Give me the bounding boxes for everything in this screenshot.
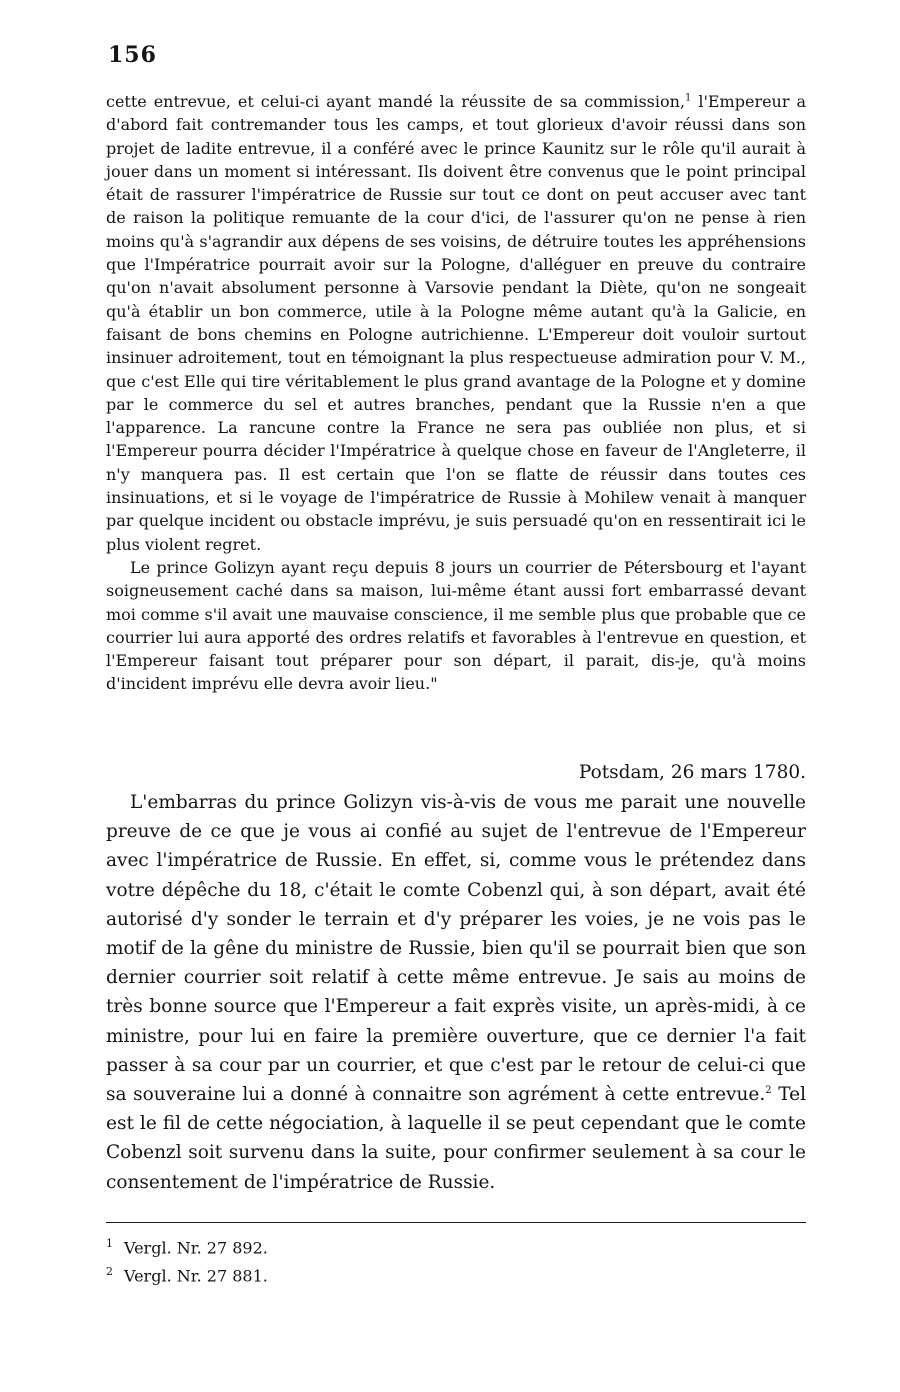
- letter-text: L'embarras du prince Golizyn vis-à-vis de vous me parait une nouvelle preuve de ce que je vous ai confié au sujet de l'entrevue de l'Empereur avec l'impératrice de Russie. En effet, si, comme vous le prétendez dans votre dépêche du 18, c'était le comte Cobenzl qui, à son départ, avait été autorisé d'y sonder le terrain et d'y préparer les voies, je ne vois pas le motif de la gêne du ministre de Russie, bien qu'il se pourrait bien que son dernier courrier soit relatif à cette même entrevue. Je sais au moins de très bonne source que l'Empereur a fait exprès visite, un après-midi, à ce ministre, pour lui en faire la première ouverture, que ce dernier l'a fait passer à sa cour par un courrier, et que c'est par le retour de celui-ci que sa souveraine lui a donné à connaitre son agrément à cette entrevue.: [106, 792, 806, 1106]
- footnote-reference[interactable]: 1: [685, 92, 692, 104]
- quoted-report: [106, 90, 806, 696]
- footnotes: [106, 1232, 806, 1289]
- footnote-2: [106, 1260, 806, 1288]
- footnote-divider: [106, 1222, 806, 1223]
- footnote-mark: 2: [106, 1265, 113, 1279]
- letter-dateline: Potsdam, 26 mars 1780.: [578, 762, 806, 783]
- footnote-text: Vergl. Nr. 27 881.: [124, 1266, 268, 1286]
- letter-paragraph: [106, 788, 806, 1197]
- letter-body: [106, 788, 806, 1197]
- quote-paragraph-text: l'Empereur a d'abord fait contremander tous les camps, et tout glorieux d'avoir réussi dans son projet de ladite entrevue, il a conféré avec le prince Kaunitz sur le rôle qu'il aurait à jouer dans un moment si intéressant. Ils doivent être convenus que le point principal était de rassurer l'impératrice de Russie sur tout ce dont on peut accuser avec tant de raison la politique remuante de la cour d'ici, de l'assurer qu'on ne pense à rien moins qu'à s'agrandir aux dépens de ses voisins, de détruire toutes les appréhensions que l'Impératrice pourrait avoir sur la Pologne, d'alléguer en preuve du contraire qu'on n'avait absolument personne à Varsovie pendant la Diète, qu'on ne songeait qu'à établir un bon commerce, utile à la Pologne même autant qu'à la Galicie, en faisant de bons chemins en Pologne autrichienne. L'Empereur doit vouloir surtout insinuer adroitement, tout en témoignant la plus respectueuse admiration pour V. M., que c'est Elle qui tire véritablement le plus grand avantage de la Pologne et y domine par le commerce du sel et autres branches, pendant que la Russie n'en a que l'apparence. La rancune contre la France ne sera pas oubliée non plus, et si l'Empereur pourra décider l'Impératrice à quelque chose en faveur de l'Angleterre, il n'y manquera pas. Il est certain que l'on se flatte de réussir dans toutes ces insinuations, et si le voyage de l'impératrice de Russie à Mohilew venait à manquer par quelque incident ou obstacle imprévu, je suis persuadé qu'on en ressentirait ici le plus violent regret.: [106, 92, 806, 554]
- footnote-mark: 1: [106, 1237, 113, 1250]
- quote-paragraph: [106, 90, 806, 556]
- page-number: 156: [108, 42, 157, 68]
- letter-text: Tel est le fil de cette négociation, à laquelle il se peut cependant que le comte Cobenzl soit survenu dans la suite, pour confirmer seulement à sa cour le consentement de l'impératrice de Russie.: [106, 1084, 806, 1193]
- footnote-text: Vergl. Nr. 27 892.: [124, 1238, 268, 1258]
- footnote-1: [106, 1232, 806, 1260]
- quote-paragraph-text: cette entrevue, et celui-ci ayant mandé la réussite de sa commission,: [106, 92, 686, 111]
- quote-paragraph: Le prince Golizyn ayant reçu depuis 8 jours un courrier de Pétersbourg et l'ayant soigneusement caché dans sa maison, lui-même étant aussi fort embarrassé devant moi comme s'il avait une mauvaise conscience, il me semble plus que probable que ce courrier lui aura apporté des ordres relatifs et favorables à l'entrevue en question, et l'Empereur faisant tout préparer pour son départ, il parait, dis-je, qu'à moins d'incident imprévu elle devra avoir lieu.": [106, 557, 807, 694]
- footnote-reference[interactable]: 2: [765, 1084, 772, 1096]
